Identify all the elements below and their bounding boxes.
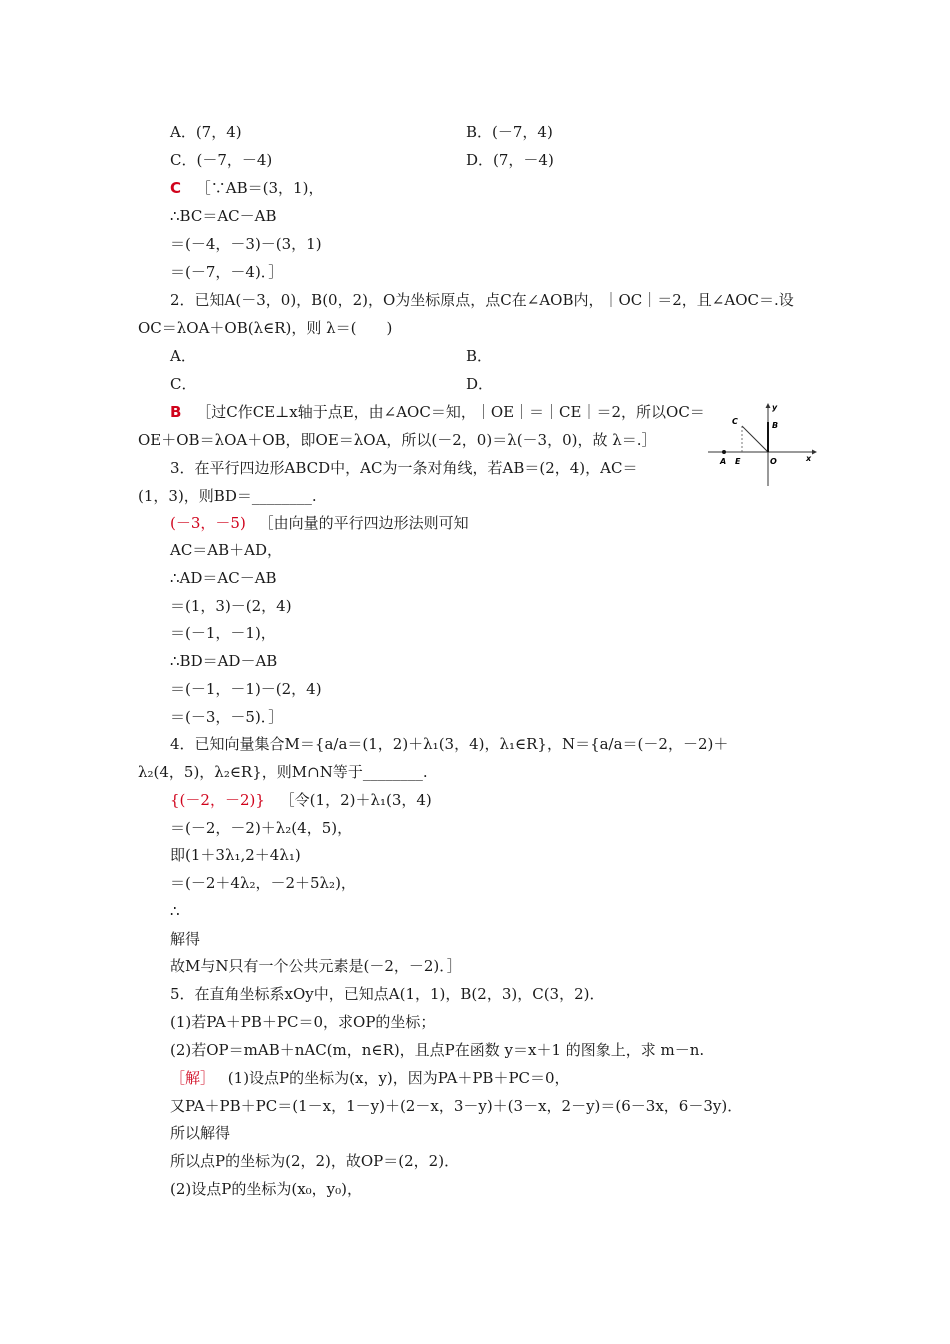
segment-oc	[742, 426, 768, 452]
q5-solution-line: (2)设点P的坐标为(x₀，y₀)，	[170, 1180, 363, 1198]
label-o: O	[770, 457, 777, 466]
q2-solution-text: ［过C作CE⊥x轴于点E，由∠AOC＝知，｜OE｜＝｜CE｜＝2，所以OC＝	[196, 403, 705, 421]
q2-option-b: B．	[466, 347, 493, 365]
q3-solution-line: ＝(－1，－1)－(2，4)	[170, 680, 322, 698]
label-a: A	[720, 457, 727, 466]
q1-solution-text: ［∵AB＝(3，1)，	[195, 179, 324, 197]
option-d: D．(7，－4)	[466, 151, 554, 169]
q2-option-c: C．	[170, 375, 197, 393]
y-axis-arrow	[766, 403, 771, 408]
q1-solution-line: ＝(－4，－3)－(3，1)	[170, 235, 322, 253]
q4-solution-text: ［令(1，2)＋λ₁(3，4)	[279, 791, 432, 809]
coordinate-figure	[708, 400, 818, 490]
q5-solution-text: (1)设点P的坐标为(x，y)，因为PA＋PB＋PC＝0，	[227, 1069, 570, 1087]
q3-solution-line: ∴AD＝AC－AB	[170, 569, 277, 587]
q4-solution-line: ＝(－2，－2)＋λ₂(4，5)，	[170, 819, 353, 837]
q2-stem: OC＝λOA＋OB(λ∈R)，则 λ＝( )	[138, 319, 393, 337]
option-a: A．(7，4)	[170, 123, 242, 141]
q3-answer: (－3，－5)	[170, 514, 246, 532]
q3-solution-line: AC＝AB＋AD，	[170, 541, 283, 559]
q5-solution-tag: ［解］	[170, 1069, 216, 1087]
q3-solution-line: ＝(1，3)－(2，4)	[170, 597, 292, 615]
q4-stem: 4．已知向量集合M＝{a/a＝(1，2)＋λ₁(3，4)，λ₁∈R}，N＝{a/a＝(－2，－2)＋	[170, 735, 729, 753]
q1-solution-line: ＝(－7，－4)．］	[170, 263, 284, 281]
q3-stem: 3．在平行四边形ABCD中，AC为一条对角线，若AB＝(2，4)，AC＝	[170, 459, 638, 477]
x-axis-arrow	[812, 450, 817, 455]
q1-solution-line	[170, 178, 323, 198]
q4-solution-line: ∴	[170, 902, 180, 920]
label-b: B	[772, 421, 779, 430]
option-b: B．(－7，4)	[466, 123, 553, 141]
q5-solution-line: 所以解得	[170, 1124, 231, 1142]
q3-solution-line: ＝(－1，－1)，	[170, 624, 276, 642]
q4-stem: λ₂(4，5)，λ₂∈R}，则M∩N等于________.	[138, 763, 428, 781]
q3-solution-line: ∴BD＝AD－AB	[170, 652, 278, 670]
q3-solution-line	[170, 513, 469, 533]
q4-solution-line: ＝(－2＋4λ₂，－2＋5λ₂)，	[170, 874, 356, 892]
q5-part-1: (1)若PA＋PB＋PC＝0，求OP的坐标；	[170, 1013, 436, 1031]
q2-option-a: A．	[170, 347, 196, 365]
label-x: x	[806, 454, 812, 463]
q2-answer: B	[170, 403, 182, 421]
q5-solution-line	[170, 1068, 570, 1088]
point-a	[722, 450, 726, 454]
label-y: y	[772, 403, 778, 412]
q4-answer: {(－2，－2)}	[170, 791, 265, 809]
q5-solution-line: 所以点P的坐标为(2，2)，故OP＝(2，2)．	[170, 1152, 460, 1170]
label-c: C	[732, 417, 738, 426]
q3-solution-line: ＝(－3，－5)．］	[170, 708, 284, 726]
q2-solution-line	[170, 402, 705, 422]
q5-part-2: (2)若OP＝mAB＋nAC(m，n∈R)，且点P在函数 y＝x＋1 的图象上，求 m－n.	[170, 1041, 705, 1059]
q4-solution-line: 即(1＋3λ₁,2＋4λ₁)	[170, 846, 301, 864]
q2-solution-line: OE＋OB＝λOA＋OB，即OE＝λOA，所以(－2，0)＝λ(－3，0)，故 λ＝.］	[138, 431, 657, 449]
q3-stem: (1，3)，则BD＝________.	[138, 487, 317, 505]
option-c: C．(－7，－4)	[170, 151, 273, 169]
q2-stem: 2．已知A(－3，0)，B(0，2)，O为坐标原点，点C在∠AOB内，｜OC｜＝2，且∠AOC＝.设	[170, 291, 794, 309]
q3-solution-text: ［由向量的平行四边形法则可知	[258, 514, 469, 532]
q2-option-d: D．	[466, 375, 494, 393]
q1-solution-line: ∴BC＝AC－AB	[170, 207, 277, 225]
q4-solution-line: 解得	[170, 930, 201, 948]
q1-answer: C	[170, 179, 182, 197]
label-e: E	[735, 457, 741, 466]
q4-solution-line	[170, 790, 432, 810]
q5-solution-line: 又PA＋PB＋PC＝(1－x，1－y)＋(2－x，3－y)＋(3－x，2－y)＝(6－3x，6－3y)．	[170, 1097, 743, 1115]
q4-solution-line: 故M与N只有一个公共元素是(－2，－2)．］	[170, 957, 462, 975]
q5-stem: 5．在直角坐标系xOy中，已知点A(1，1)，B(2，3)，C(3，2)．	[170, 985, 605, 1003]
